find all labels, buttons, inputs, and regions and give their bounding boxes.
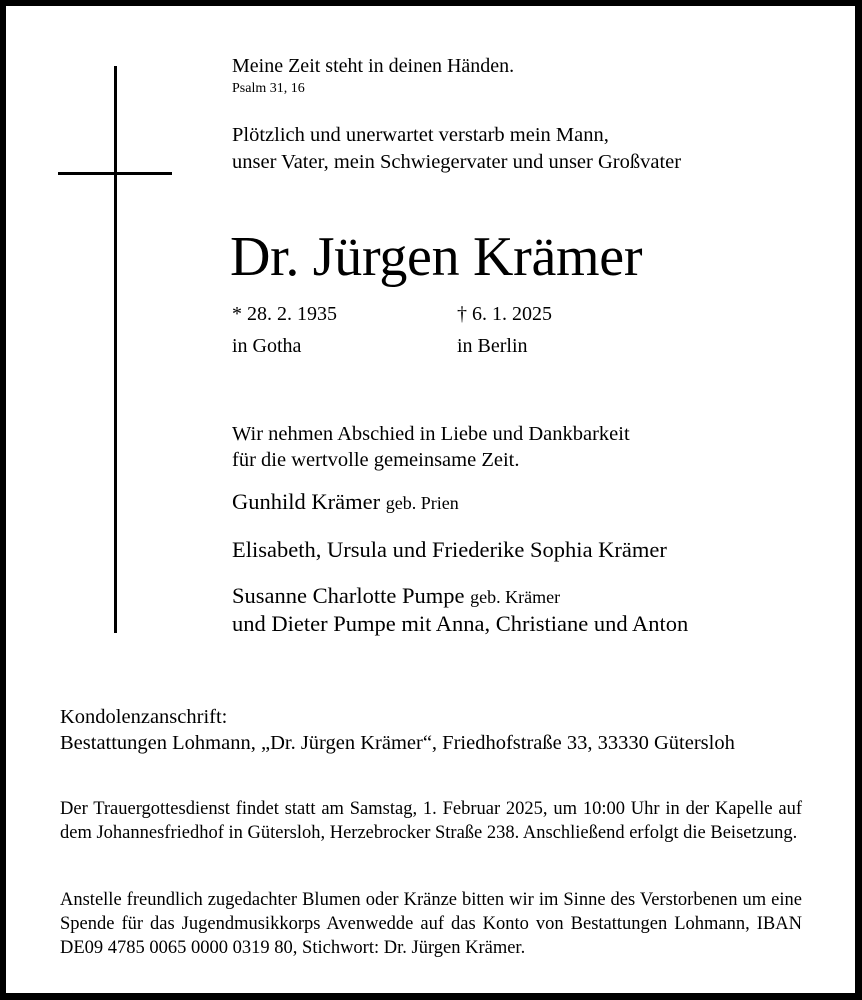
- farewell-line-2: für die wertvolle gemeinsame Zeit.: [232, 449, 520, 471]
- farewell-line-1: Wir nehmen Abschied in Liebe und Dankbarkeit: [232, 423, 630, 445]
- intro-text: [232, 122, 681, 176]
- cross-icon-crossbar: [58, 172, 172, 175]
- condolence-label: Kondolenzanschrift:: [60, 706, 228, 728]
- psalm-reference: Psalm 31, 16: [232, 81, 305, 96]
- deceased-name: Dr. Jürgen Krämer: [230, 226, 643, 288]
- mourner-name: Susanne Charlotte Pumpe: [232, 583, 465, 608]
- motto: Meine Zeit steht in deinen Händen.: [232, 55, 515, 77]
- death-info: [457, 298, 552, 362]
- donation-info: Anstelle freundlich zugedachter Blumen oder Kränze bitten wir im Sinne des Verstorbenen um eine Spende für das Jugendmusikkorps Avenwedde auf das Konto von Bestattungen Lohmann, IBAN DE09 4785 0065 0000 0319 80, Stichwort: Dr. Jürgen Krämer.: [60, 890, 802, 958]
- mourner-item: [232, 488, 459, 517]
- mourner-item: [232, 536, 667, 564]
- farewell-text: [232, 421, 630, 473]
- mourner-suffix: geb. Prien: [385, 493, 459, 513]
- condolence-address-text: Bestattungen Lohmann, „Dr. Jürgen Krämer“, Friedhofstraße 33, 33330 Gütersloh: [60, 732, 735, 754]
- mourner-name: Gunhild Krämer: [232, 489, 381, 514]
- death-date: † 6. 1. 2025: [457, 303, 552, 325]
- service-info: Der Trauergottesdienst findet statt am Samstag, 1. Februar 2025, um 10:00 Uhr in der Kapelle auf dem Johannesfriedhof in Gütersloh, Herzebrocker Straße 238. Anschließend erfolgt die Beisetzung.: [60, 799, 802, 843]
- birth-date: * 28. 2. 1935: [232, 303, 337, 325]
- mourner-suffix: geb. Krämer: [470, 587, 561, 607]
- obituary-notice: [6, 6, 855, 993]
- condolence-address: [60, 704, 735, 756]
- mourner-item: [232, 610, 688, 638]
- mourner-name: Elisabeth, Ursula und Friederike Sophia Krämer: [232, 537, 667, 562]
- death-place: in Berlin: [457, 335, 528, 357]
- mourner-item: [232, 582, 560, 611]
- intro-line-2: unser Vater, mein Schwiegervater und unser Großvater: [232, 151, 682, 173]
- birth-place: in Gotha: [232, 335, 302, 357]
- intro-line-1: Plötzlich und unerwartet verstarb mein Mann,: [232, 124, 609, 146]
- mourner-name: und Dieter Pumpe mit Anna, Christiane und Anton: [232, 611, 689, 636]
- cross-icon: [114, 66, 117, 633]
- birth-info: [232, 298, 337, 362]
